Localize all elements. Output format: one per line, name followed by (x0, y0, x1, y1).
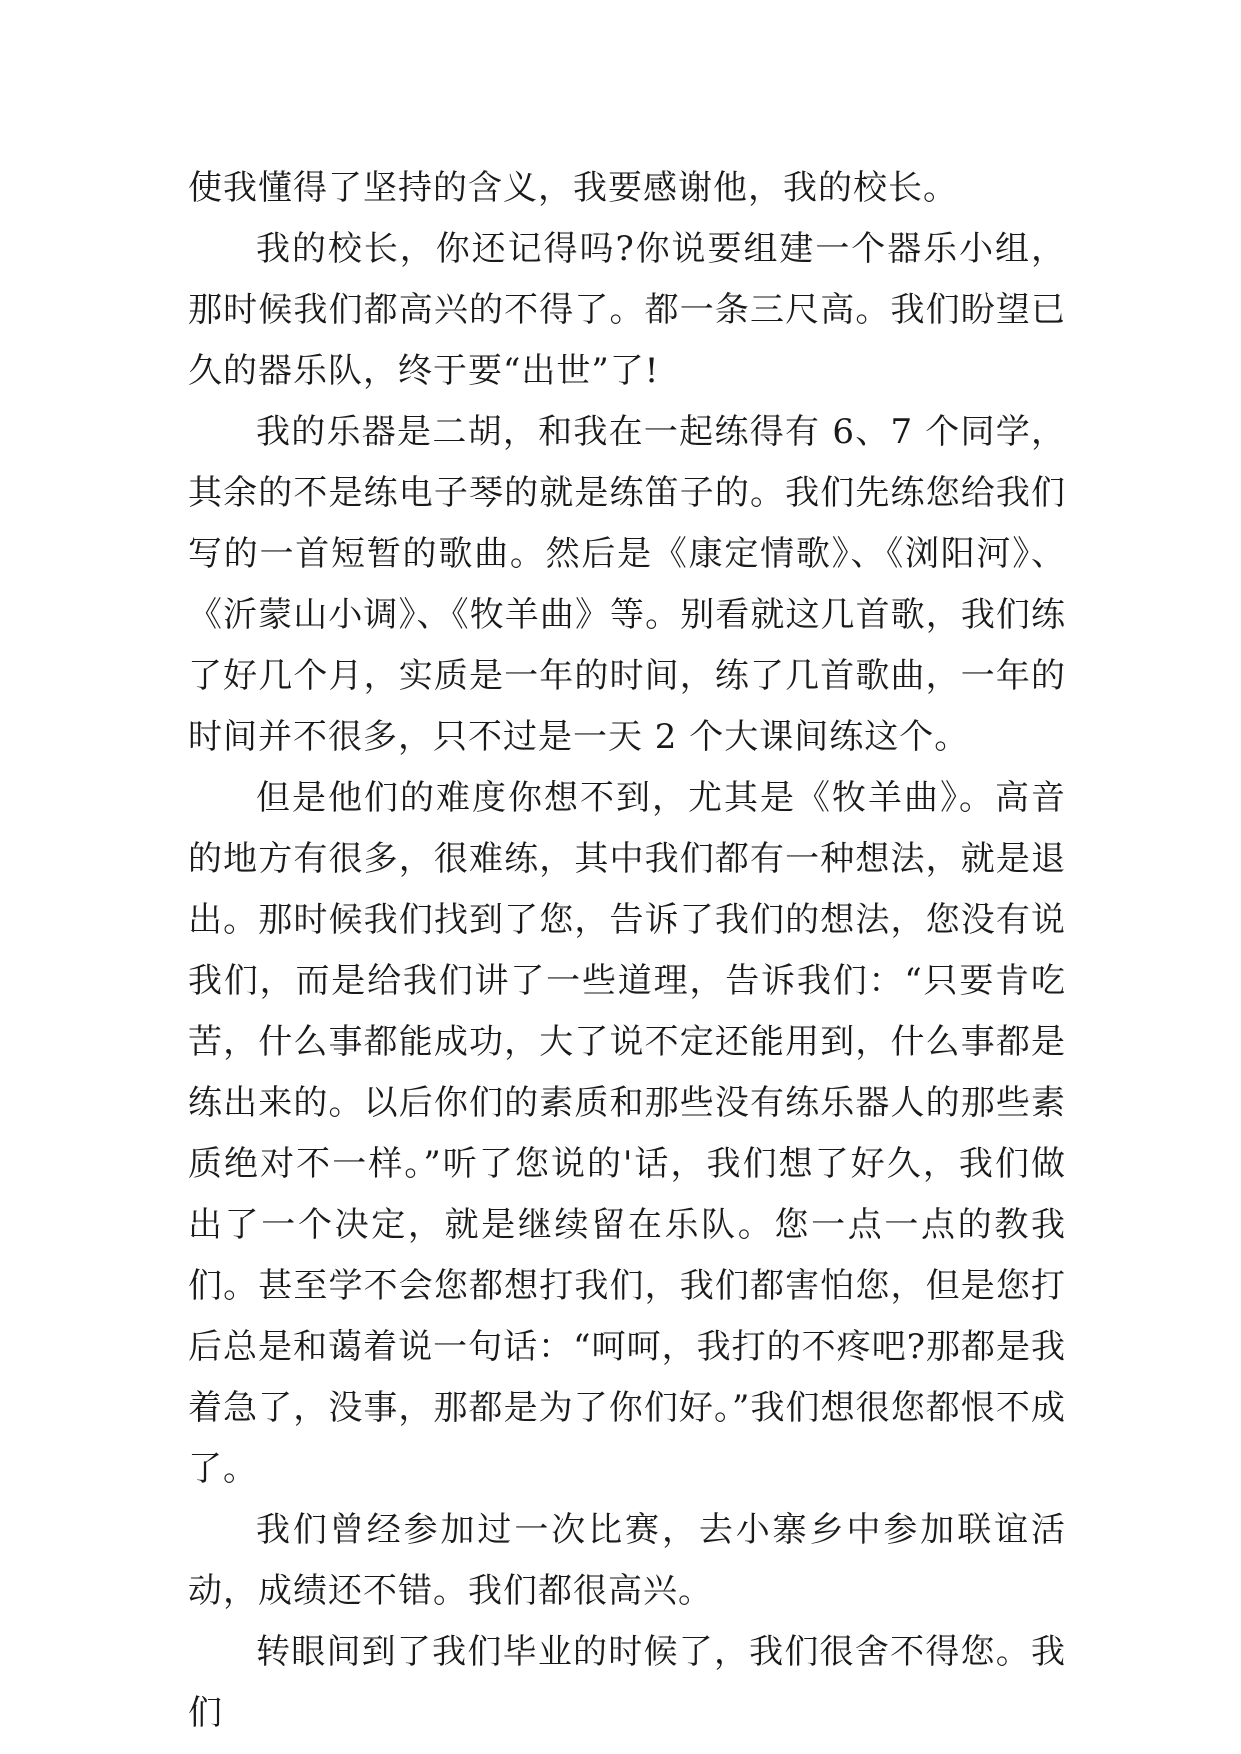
paragraph-5: 我们曾经参加过一次比赛，去小寨乡中参加联谊活动，成绩还不错。我们都很高兴。 (188, 1510, 1066, 1611)
paragraph-4: 但是他们的难度你想不到，尤其是《牧羊曲》。高音的地方有很多，很难练，其中我们都有一种想法，就是退出。那时候我们找到了您，告诉了我们的想法，您没有说我们，而是给我们讲了一些道理，告诉我们：“只要肯吃苦，什么事都能成功，大了说不定还能用到，什么事都是练出来的。以后你们的素质和那些没有练乐器人的那些素质绝对不一样。”听了您说的'话，我们想了好久，我们做出了一个决定，就是继续留在乐队。您一点一点的教我们。甚至学不会您都想打我们，我们都害怕您，但是您打后总是和蔼着说一句话：“呵呵，我打的不疼吧?那都是我着急了，没事，那都是为了你们好。”我们想很您都恨不成了。 (188, 778, 1066, 1489)
paragraph-1: 使我懂得了坚持的含义，我要感谢他，我的校长。 (188, 168, 958, 208)
paragraph-3: 我的乐器是二胡，和我在一起练得有 6、7 个同学，其余的不是练电子琴的就是练笛子的。我们先练您给我们写的一首短暂的歌曲。然后是《康定情歌》、《浏阳河》、《沂蒙山小调》、《牧羊曲》等。别看就这几首歌，我们练了好几个月，实质是一年的时间，练了几首歌曲，一年的时间并不很多，只不过是一天 2 个大课间练这个。 (188, 412, 1066, 757)
paragraph-6: 转眼间到了我们毕业的时候了，我们很舍不得您。我们 (188, 1632, 1066, 1733)
paragraph-2: 我的校长，你还记得吗?你说要组建一个器乐小组，那时候我们都高兴的不得了。都一条三尺高。我们盼望已久的器乐队，终于要“出世”了! (188, 229, 1066, 391)
body-text (188, 158, 1066, 1744)
